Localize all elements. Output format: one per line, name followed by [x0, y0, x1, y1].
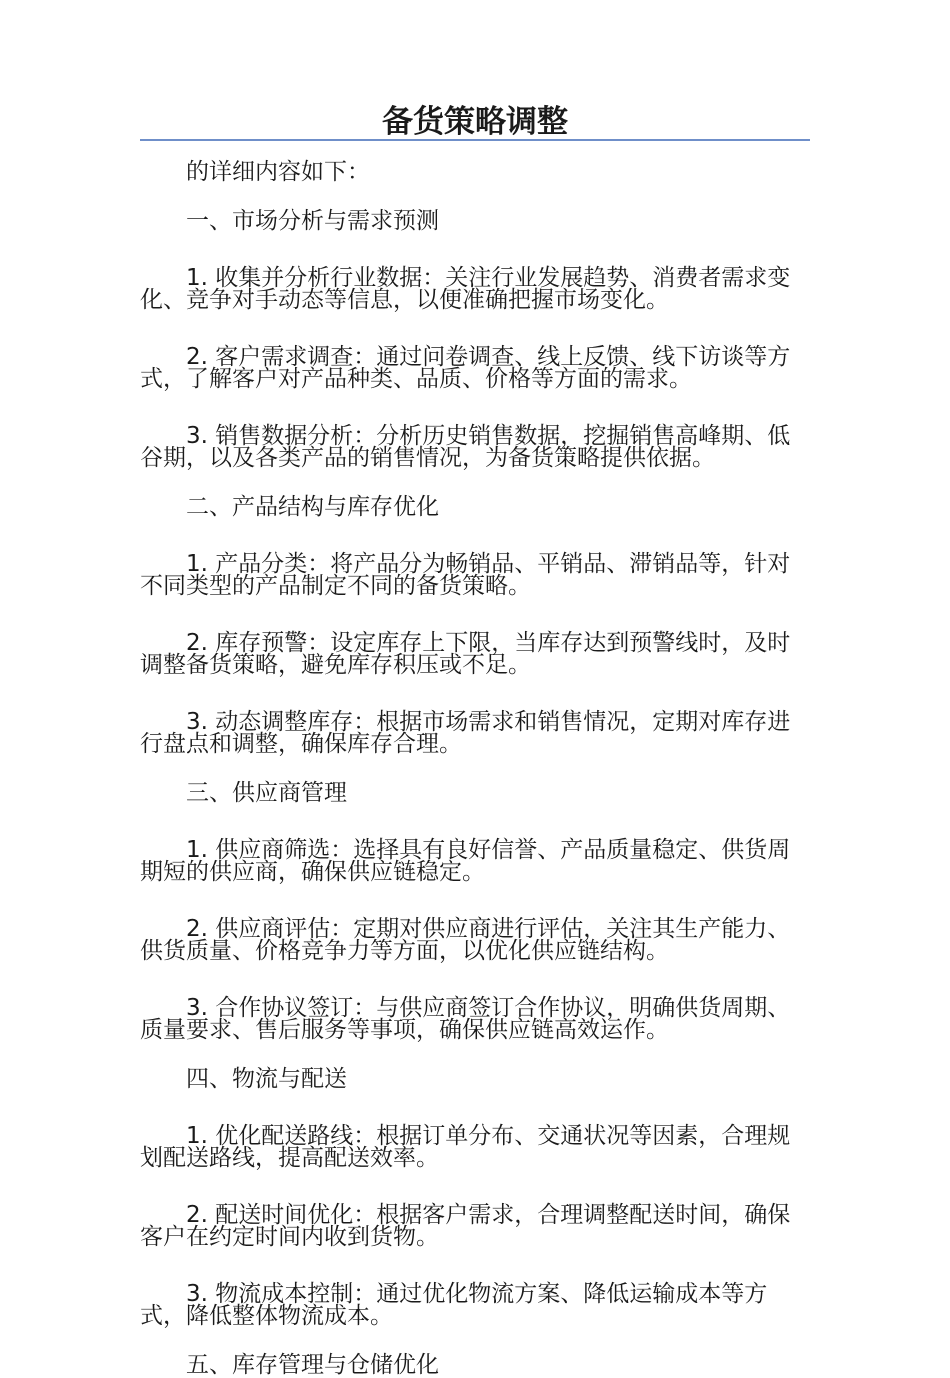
section-heading-5: 五、库存管理与仓储优化	[186, 1352, 439, 1378]
list-item: 2. 库存预警：设定库存上下限，当库存达到预警线时，及时调整备货策略，避免库存积压或不足。	[140, 630, 791, 678]
page-title: 备货策略调整	[382, 104, 568, 140]
list-item: 2. 配送时间优化：根据客户需求，合理调整配送时间，确保客户在约定时间内收到货物。	[140, 1202, 791, 1250]
list-item: 3. 动态调整库存：根据市场需求和销售情况，定期对库存进行盘点和调整，确保库存合理。	[140, 709, 791, 757]
list-item: 3. 物流成本控制：通过优化物流方案、降低运输成本等方式，降低整体物流成本。	[140, 1281, 768, 1329]
document-body	[140, 152, 810, 1376]
intro-paragraph: 的详细内容如下：	[186, 159, 370, 185]
list-item: 2. 供应商评估：定期对供应商进行评估，关注其生产能力、供货质量、价格竞争力等方面，以优化供应链结构。	[140, 916, 791, 964]
list-item: 2. 客户需求调查：通过问卷调查、线上反馈、线下访谈等方式，了解客户对产品种类、品质、价格等方面的需求。	[140, 344, 791, 392]
section-heading-4: 四、物流与配送	[186, 1066, 347, 1092]
section-heading-3: 三、供应商管理	[186, 780, 347, 806]
list-item: 1. 产品分类：将产品分为畅销品、平销品、滞销品等，针对不同类型的产品制定不同的备货策略。	[140, 551, 791, 599]
list-item: 1. 供应商筛选：选择具有良好信誉、产品质量稳定、供货周期短的供应商，确保供应链稳定。	[140, 837, 791, 885]
list-item: 3. 合作协议签订：与供应商签订合作协议，明确供货周期、质量要求、售后服务等事项，确保供应链高效运作。	[140, 995, 791, 1043]
section-heading-1: 一、市场分析与需求预测	[186, 208, 439, 234]
section-heading-2: 二、产品结构与库存优化	[186, 494, 439, 520]
title-underline	[140, 139, 810, 141]
list-item: 3. 销售数据分析：分析历史销售数据，挖掘销售高峰期、低谷期，以及各类产品的销售情况，为备货策略提供依据。	[140, 423, 791, 471]
list-item: 1. 收集并分析行业数据：关注行业发展趋势、消费者需求变化、竞争对手动态等信息，以便准确把握市场变化。	[140, 265, 791, 313]
list-item: 1. 优化配送路线：根据订单分布、交通状况等因素，合理规划配送路线，提高配送效率。	[140, 1123, 791, 1171]
